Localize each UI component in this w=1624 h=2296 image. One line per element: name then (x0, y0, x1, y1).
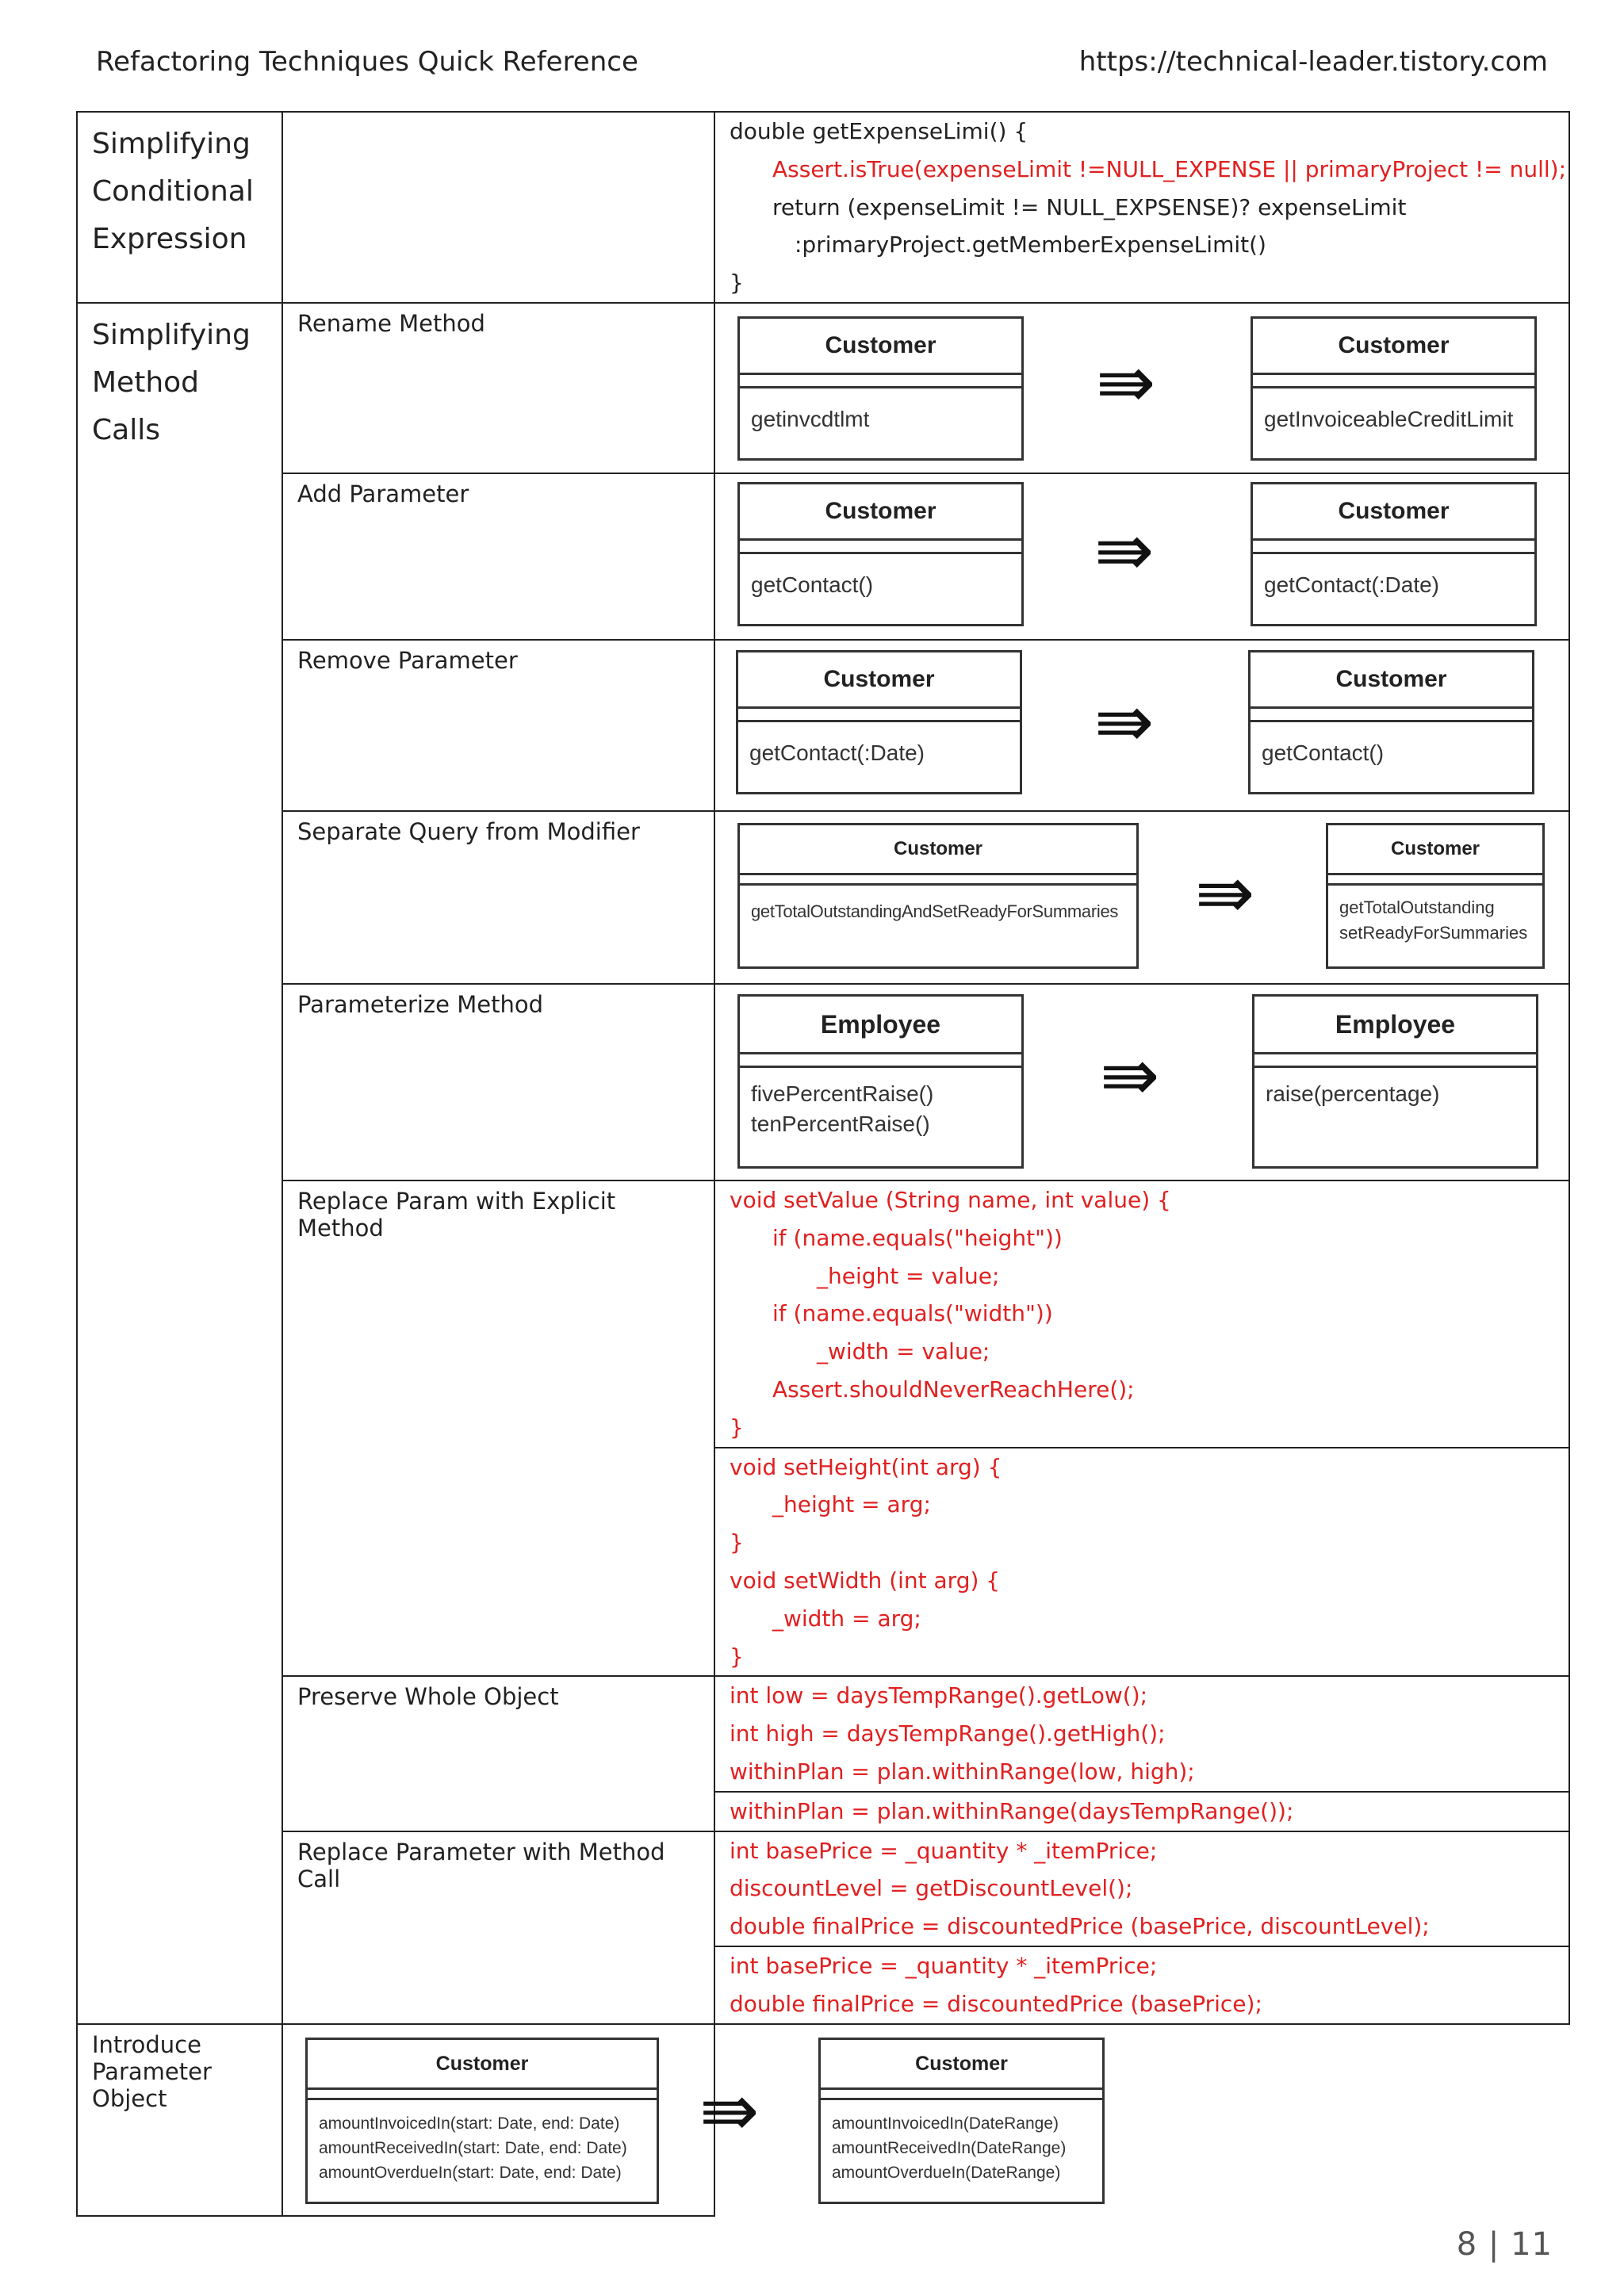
technique-cell (282, 112, 714, 303)
diagram-cell (714, 473, 1569, 640)
code-line: withinPlan = plan.withinRange(daysTempRange()); (730, 1797, 1294, 1824)
code-line: } (730, 1529, 744, 1556)
table-row (77, 984, 1569, 1181)
table-row (77, 1181, 1569, 1448)
class-name: Customer (1253, 319, 1534, 375)
class-name: Employee (740, 997, 1021, 1054)
code-line: int low = daysTempRange().getLow(); (730, 1682, 1148, 1709)
method-list (821, 2100, 1102, 2190)
technique-name: Separate Query from Modifier (282, 811, 714, 984)
page-number: 8 | 11 (1456, 2226, 1553, 2263)
code-line: _width = value; (817, 1338, 990, 1365)
category-line: Simplifying (92, 128, 251, 160)
table-row (77, 811, 1569, 984)
code-line: double finalPrice = discountedPrice (basePrice, discountLevel); (730, 1913, 1430, 1940)
technique-name: Rename Method (282, 303, 714, 473)
class-name: Customer (821, 2040, 1102, 2090)
code-line: withinPlan = plan.withinRange(low, high); (730, 1758, 1195, 1785)
category-line: Expression (92, 223, 247, 255)
uml-class-before (305, 2038, 659, 2204)
table-row (77, 2024, 1569, 2216)
code-line: if (name.equals("width")) (772, 1300, 1053, 1327)
diagram-cell (714, 640, 1569, 811)
table-row (77, 640, 1569, 811)
code-line: _width = arg; (772, 1605, 921, 1632)
method-list (308, 2100, 657, 2190)
uml-class-before (737, 482, 1024, 626)
code-cell (714, 1181, 1569, 1448)
refactor-arrow-icon: ⇛ (1195, 851, 1255, 935)
category-cell (77, 303, 282, 2024)
code-line: int basePrice = _quantity * _itemPrice; (730, 1952, 1158, 1979)
code-cell (714, 1946, 1569, 2024)
technique-name: Parameterize Method (282, 984, 714, 1181)
class-name: Employee (1254, 997, 1536, 1054)
code-line: double getExpenseLimi() { (730, 118, 1028, 144)
technique-name: Add Parameter (282, 473, 714, 640)
method-label: getContact(:Date) (1264, 572, 1439, 597)
code-line: int high = daysTempRange().getHigh(); (730, 1720, 1166, 1747)
category-line: Conditional (92, 175, 254, 208)
document-title: Refactoring Techniques Quick Reference (96, 46, 638, 78)
technique-name: Remove Parameter (282, 640, 714, 811)
code-cell (714, 1831, 1569, 1946)
code-line: _height = arg; (772, 1491, 931, 1518)
code-line: if (name.equals("height")) (772, 1224, 1063, 1251)
method-label: amountOverdueIn(DateRange) (832, 2163, 1061, 2182)
code-line: void setWidth (int arg) { (730, 1567, 1001, 1594)
table-row (77, 112, 1569, 303)
method-label: amountReceivedIn(DateRange) (832, 2138, 1067, 2157)
code-line: } (730, 270, 744, 297)
code-cell (714, 1676, 1569, 1791)
table-row (77, 473, 1569, 640)
uml-class-after (1251, 316, 1537, 461)
code-line: } (730, 1643, 744, 1670)
method-label: getinvcdtlmt (751, 406, 870, 431)
diagram-cell (714, 811, 1569, 984)
code-line: int basePrice = _quantity * _itemPrice; (730, 1837, 1158, 1864)
method-label: getContact() (751, 572, 874, 597)
category-cell (77, 112, 282, 303)
method-label: amountReceivedIn(start: Date, end: Date) (319, 2138, 627, 2157)
refactor-arrow-icon: ⇛ (1094, 679, 1155, 763)
class-name: Customer (738, 652, 1020, 709)
uml-class-before (737, 823, 1139, 969)
code-line: void setValue (String name, int value) { (730, 1186, 1171, 1213)
code-line: } (730, 1414, 744, 1441)
class-name: Customer (1328, 825, 1542, 875)
technique-name: Replace Parameter with Method Call (282, 1831, 714, 2024)
method-list (1328, 886, 1542, 951)
diagram-cell (714, 984, 1569, 1181)
class-name: Customer (1251, 652, 1532, 709)
table-row (77, 1831, 1569, 1946)
method-label: setReadyForSummaries (1339, 922, 1528, 943)
refactor-arrow-icon: ⇛ (699, 2068, 760, 2152)
uml-class-after (1252, 994, 1538, 1169)
uml-class-before (736, 650, 1022, 794)
diagram-cell (714, 303, 1569, 473)
method-label: getTotalOutstandingAndSetReadyForSummaries (751, 901, 1119, 921)
method-label: getTotalOutstanding (1339, 897, 1495, 917)
refactor-arrow-icon: ⇛ (1094, 508, 1155, 592)
class-name: Customer (1253, 484, 1534, 541)
method-label: getInvoiceableCreditLimit (1264, 406, 1514, 431)
method-label: amountInvoicedIn(start: Date, end: Date) (319, 2114, 620, 2133)
uml-class-after (1251, 482, 1537, 626)
diagram-cell (282, 2024, 1067, 2216)
method-label: amountOverdueIn(start: Date, end: Date) (319, 2163, 622, 2182)
uml-class-before (737, 994, 1024, 1169)
code-cell (714, 1448, 1569, 1677)
code-cell (714, 1792, 1569, 1831)
method-label: raise(percentage) (1266, 1081, 1440, 1106)
category-line: Method Calls (92, 365, 200, 446)
code-line: discountLevel = getDiscountLevel(); (730, 1875, 1133, 1902)
class-name: Customer (308, 2040, 657, 2090)
source-url[interactable]: https://technical-leader.tistory.com (1078, 46, 1548, 78)
code-line: Assert.isTrue(expenseLimit !=NULL_EXPENSE || primaryProject != null); (772, 155, 1567, 182)
method-label: getContact() (1262, 740, 1385, 765)
code-cell (714, 112, 1569, 303)
method-label: tenPercentRaise() (751, 1111, 930, 1136)
refactor-arrow-icon: ⇛ (1100, 1033, 1160, 1117)
table-row (77, 303, 1569, 473)
method-label: fivePercentRaise() (751, 1081, 934, 1106)
method-label: getContact(:Date) (749, 740, 925, 765)
technique-name: Preserve Whole Object (282, 1676, 714, 1831)
technique-name: Replace Param with Explicit Method (282, 1181, 714, 1676)
uml-class-after (1248, 650, 1534, 794)
method-list (740, 1068, 1021, 1144)
category-line: Simplifying (92, 318, 251, 351)
refactor-arrow-icon: ⇛ (1096, 340, 1156, 424)
code-line: return (expenseLimit != NULL_EXPSENSE)? expenseLimit (772, 193, 1407, 220)
class-name: Customer (740, 484, 1021, 541)
class-name: Customer (740, 319, 1021, 375)
code-line: Assert.shouldNeverReachHere(); (772, 1376, 1135, 1402)
code-line: double finalPrice = discountedPrice (basePrice); (730, 1990, 1262, 2017)
uml-class-after (818, 2038, 1105, 2204)
method-label: amountInvoicedIn(DateRange) (832, 2114, 1059, 2133)
table-row (77, 1676, 1569, 1791)
technique-name: Introduce Parameter Object (77, 2024, 282, 2216)
code-line: _height = value; (817, 1262, 1000, 1289)
reference-table (76, 111, 1570, 2217)
uml-class-after (1326, 823, 1545, 969)
code-line: void setHeight(int arg) { (730, 1453, 1002, 1480)
code-line: :primaryProject.getMemberExpenseLimit() (795, 232, 1266, 258)
class-name: Customer (740, 825, 1136, 875)
uml-class-before (737, 316, 1024, 461)
